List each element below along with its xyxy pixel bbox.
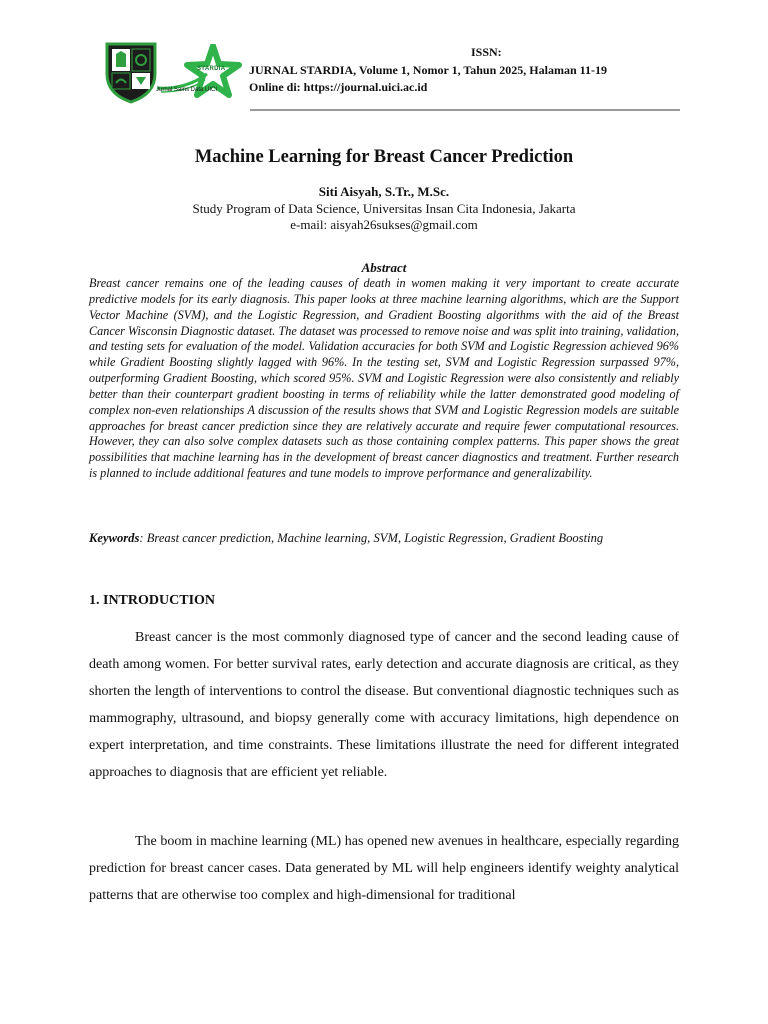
journal-header xyxy=(0,0,768,120)
author-affiliation: Study Program of Data Science, Universitas Insan Cita Indonesia, Jakarta xyxy=(192,201,576,216)
author-email: e-mail: aisyah26sukses@gmail.com xyxy=(290,217,478,232)
journal-citation: JURNAL STARDIA, Volume 1, Nomor 1, Tahun 2025, Halaman 11-19 xyxy=(249,63,607,77)
keywords-label: Keywords xyxy=(89,531,140,545)
issn-label: ISSN: xyxy=(471,45,502,59)
author-name: Siti Aisyah, S.Tr., M.Sc. xyxy=(318,184,450,199)
stardia-logo-wordmark: STARDIA xyxy=(197,66,226,72)
abstract-heading: Abstract xyxy=(361,260,407,275)
keywords-line xyxy=(89,531,689,546)
paper-title: Machine Learning for Breast Cancer Prediction xyxy=(194,147,574,167)
intro-paragraph-1: Breast cancer is the most commonly diagnosed type of cancer and the second leading cause of death among women. For better survival rates, early detection and accurate diagnosis are critical, as they shorten the length of interventions to control the disease. But conventional diagnostic techniques such as mammography, ultrasound, and biopsy generally come with accuracy limitations, high dependence on expert interpretation, and time constraints. These limitations illustrate the need for different integrated approaches to diagnosis that are efficient yet reliable. xyxy=(89,630,679,780)
intro-paragraph-2: The boom in machine learning (ML) has opened new avenues in healthcare, especially regarding prediction for breast cancer cases. Data generated by ML will help engineers identify weighty analytical patterns that are otherwise too complex and high-dimensional for traditional xyxy=(89,834,679,903)
section-heading-introduction: 1. INTRODUCTION xyxy=(89,593,216,608)
university-shield-logo xyxy=(103,40,159,104)
logo-caption: Jurnal Sains Data UICI xyxy=(156,87,218,93)
keywords-list: : Breast cancer prediction, Machine learning, SVM, Logistic Regression, Gradient Boosting xyxy=(139,531,604,545)
online-url: Online di: https://journal.uici.ac.id xyxy=(249,80,428,94)
abstract-text: Breast cancer remains one of the leading causes of death in women making it very important to create accurate predictive models for its early diagnosis. This paper looks at three machine learning algorithms, which are the Support Vector Machine (SVM), and the Logistic Regression, and Gradient Boosting algorithms with the aid of the Breast Cancer Wisconsin Diagnostic dataset. The dataset was processed to remove noise and was split into training, validation, and testing sets for evaluation of the model. Validation accuracies for both SVM and Logistic Regression achieved 96% while Gradient Boosting slightly lagged with 96%. In the testing set, SVM and Logistic Regression surpassed 97%, outperforming Gradient Boosting, which scored 95%. SVM and Logistic Regression were also consistently and reliably better than their counterpart gradient boosting in terms of reliability while the latter demonstrated good modeling of complex non-even relationships A discussion of the results shows that SVM and Logistic Regression models are suitable approaches for breast cancer prediction since they are relatively accurate and require fewer computational resources. However, they can also solve complex datasets such as those containing complex patterns. This paper shows the great possibilities that machine learning has in the development of breast cancer diagnostics and treatment. Further research is planned to include additional features and tune models to improve performance and generalizability. xyxy=(89,276,679,481)
header-divider xyxy=(250,109,680,111)
